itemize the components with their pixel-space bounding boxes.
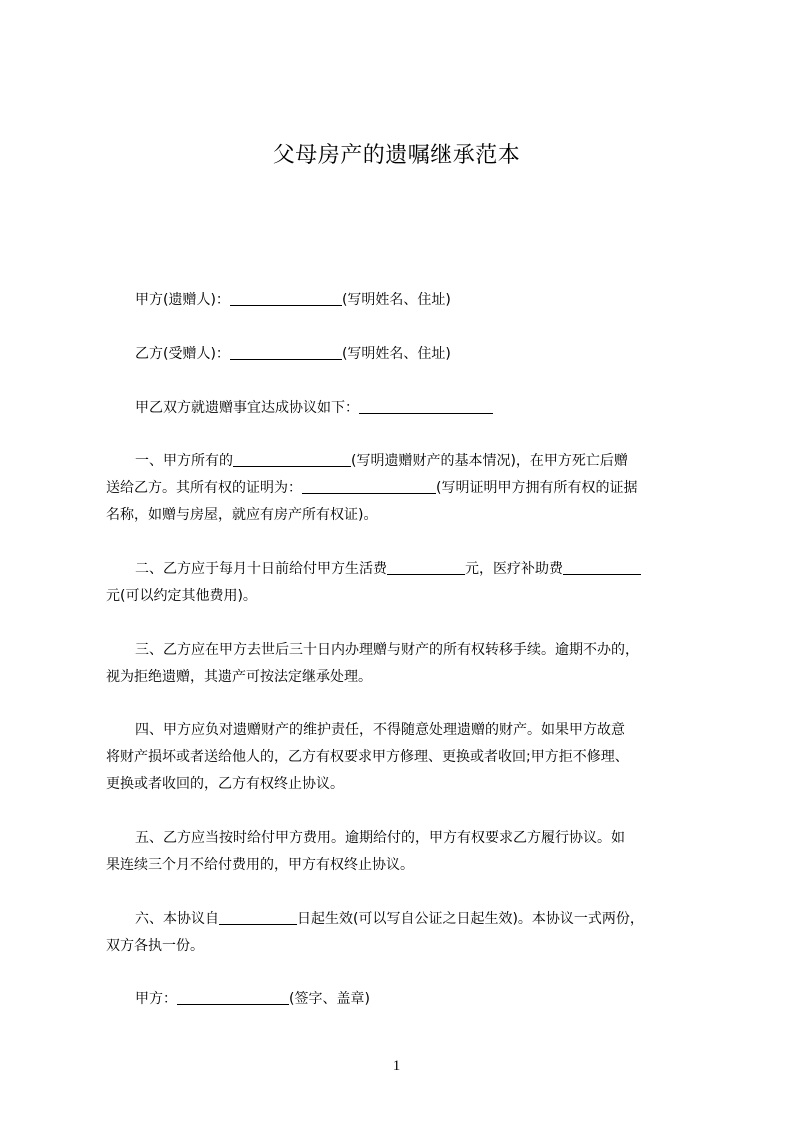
clause-6-line-1 bbox=[135, 909, 644, 929]
page-number: 1 bbox=[392, 1058, 401, 1074]
party-a-label: 甲方(遗赠人)： bbox=[135, 292, 230, 308]
clause-6-line-2: 双方各执一份。 bbox=[106, 938, 204, 954]
clause-3-line-1: 三、乙方应在甲方去世后三十日内办理赠与财产的所有权转移手续。逾期不办的， bbox=[135, 642, 639, 658]
clause-1-text-1b: (写明遗赠财产的基本情况)，在甲方死亡后赠 bbox=[351, 453, 628, 469]
clause-5-line-1: 五、乙方应当按时给付甲方费用。逾期给付的，甲方有权要求乙方履行协议。如 bbox=[135, 830, 625, 846]
party-a-blank bbox=[230, 291, 342, 306]
clause-1-line-1 bbox=[135, 451, 628, 471]
clause-6-blank-1 bbox=[219, 910, 297, 925]
agreement-intro: 甲乙双方就遗赠事宜达成协议如下： bbox=[135, 400, 359, 416]
signature-a-note: (签字、盖章) bbox=[289, 991, 370, 1007]
clause-2-text-1a: 二、乙方应于每月十日前给付甲方生活费 bbox=[135, 561, 387, 577]
clause-1-text-2b: (写明证明甲方拥有所有权的证据 bbox=[436, 480, 638, 496]
signature-a-blank bbox=[177, 990, 289, 1005]
agreement-intro-blank bbox=[359, 399, 493, 414]
party-a-line bbox=[135, 290, 451, 310]
agreement-intro-line bbox=[135, 398, 493, 418]
clause-1-text-1a: 一、甲方所有的 bbox=[135, 453, 233, 469]
clause-6-text-1b: 日起生效(可以写自公证之日起生效)。本协议一式两份， bbox=[297, 911, 644, 927]
clause-3-line-2: 视为拒绝遗赠，其遗产可按法定继承处理。 bbox=[106, 669, 372, 685]
clause-4-line-3: 更换或者收回的，乙方有权终止协议。 bbox=[106, 776, 344, 792]
clause-1-blank-1 bbox=[233, 452, 351, 467]
signature-a-label: 甲方： bbox=[135, 991, 177, 1007]
clause-2-blank-1 bbox=[387, 560, 465, 575]
party-b-label: 乙方(受赠人)： bbox=[135, 346, 230, 362]
clause-4-line-1: 四、甲方应负对遗赠财产的维护责任，不得随意处理遗赠的财产。如果甲方故意 bbox=[135, 722, 625, 738]
clause-2-text-1b: 元，医疗补助费 bbox=[465, 561, 563, 577]
clause-5-line-2: 果连续三个月不给付费用的，甲方有权终止协议。 bbox=[106, 857, 414, 873]
clause-1-blank-2 bbox=[302, 479, 436, 494]
signature-a-line bbox=[135, 989, 370, 1009]
clause-2-line-2: 元(可以约定其他费用)。 bbox=[106, 588, 257, 604]
clause-4-line-2: 将财产损坏或者送给他人的，乙方有权要求甲方修理、更换或者收回;甲方拒不修理、 bbox=[106, 749, 629, 765]
clause-2-blank-2 bbox=[563, 560, 641, 575]
clause-6-text-1a: 六、本协议自 bbox=[135, 911, 219, 927]
clause-1-text-2a: 送给乙方。其所有权的证明为： bbox=[106, 480, 302, 496]
party-b-note: (写明姓名、住址) bbox=[341, 346, 451, 362]
clause-1-line-2 bbox=[106, 478, 637, 498]
party-b-line bbox=[135, 344, 451, 364]
page-title: 父母房产的遗嘱继承范本 bbox=[272, 143, 521, 168]
clause-1-line-3: 名称，如赠与房屋，就应有房产所有权证)。 bbox=[106, 507, 378, 523]
clause-2-line-1 bbox=[135, 559, 641, 579]
party-a-note: (写明姓名、住址) bbox=[341, 292, 451, 308]
party-b-blank bbox=[230, 345, 342, 360]
